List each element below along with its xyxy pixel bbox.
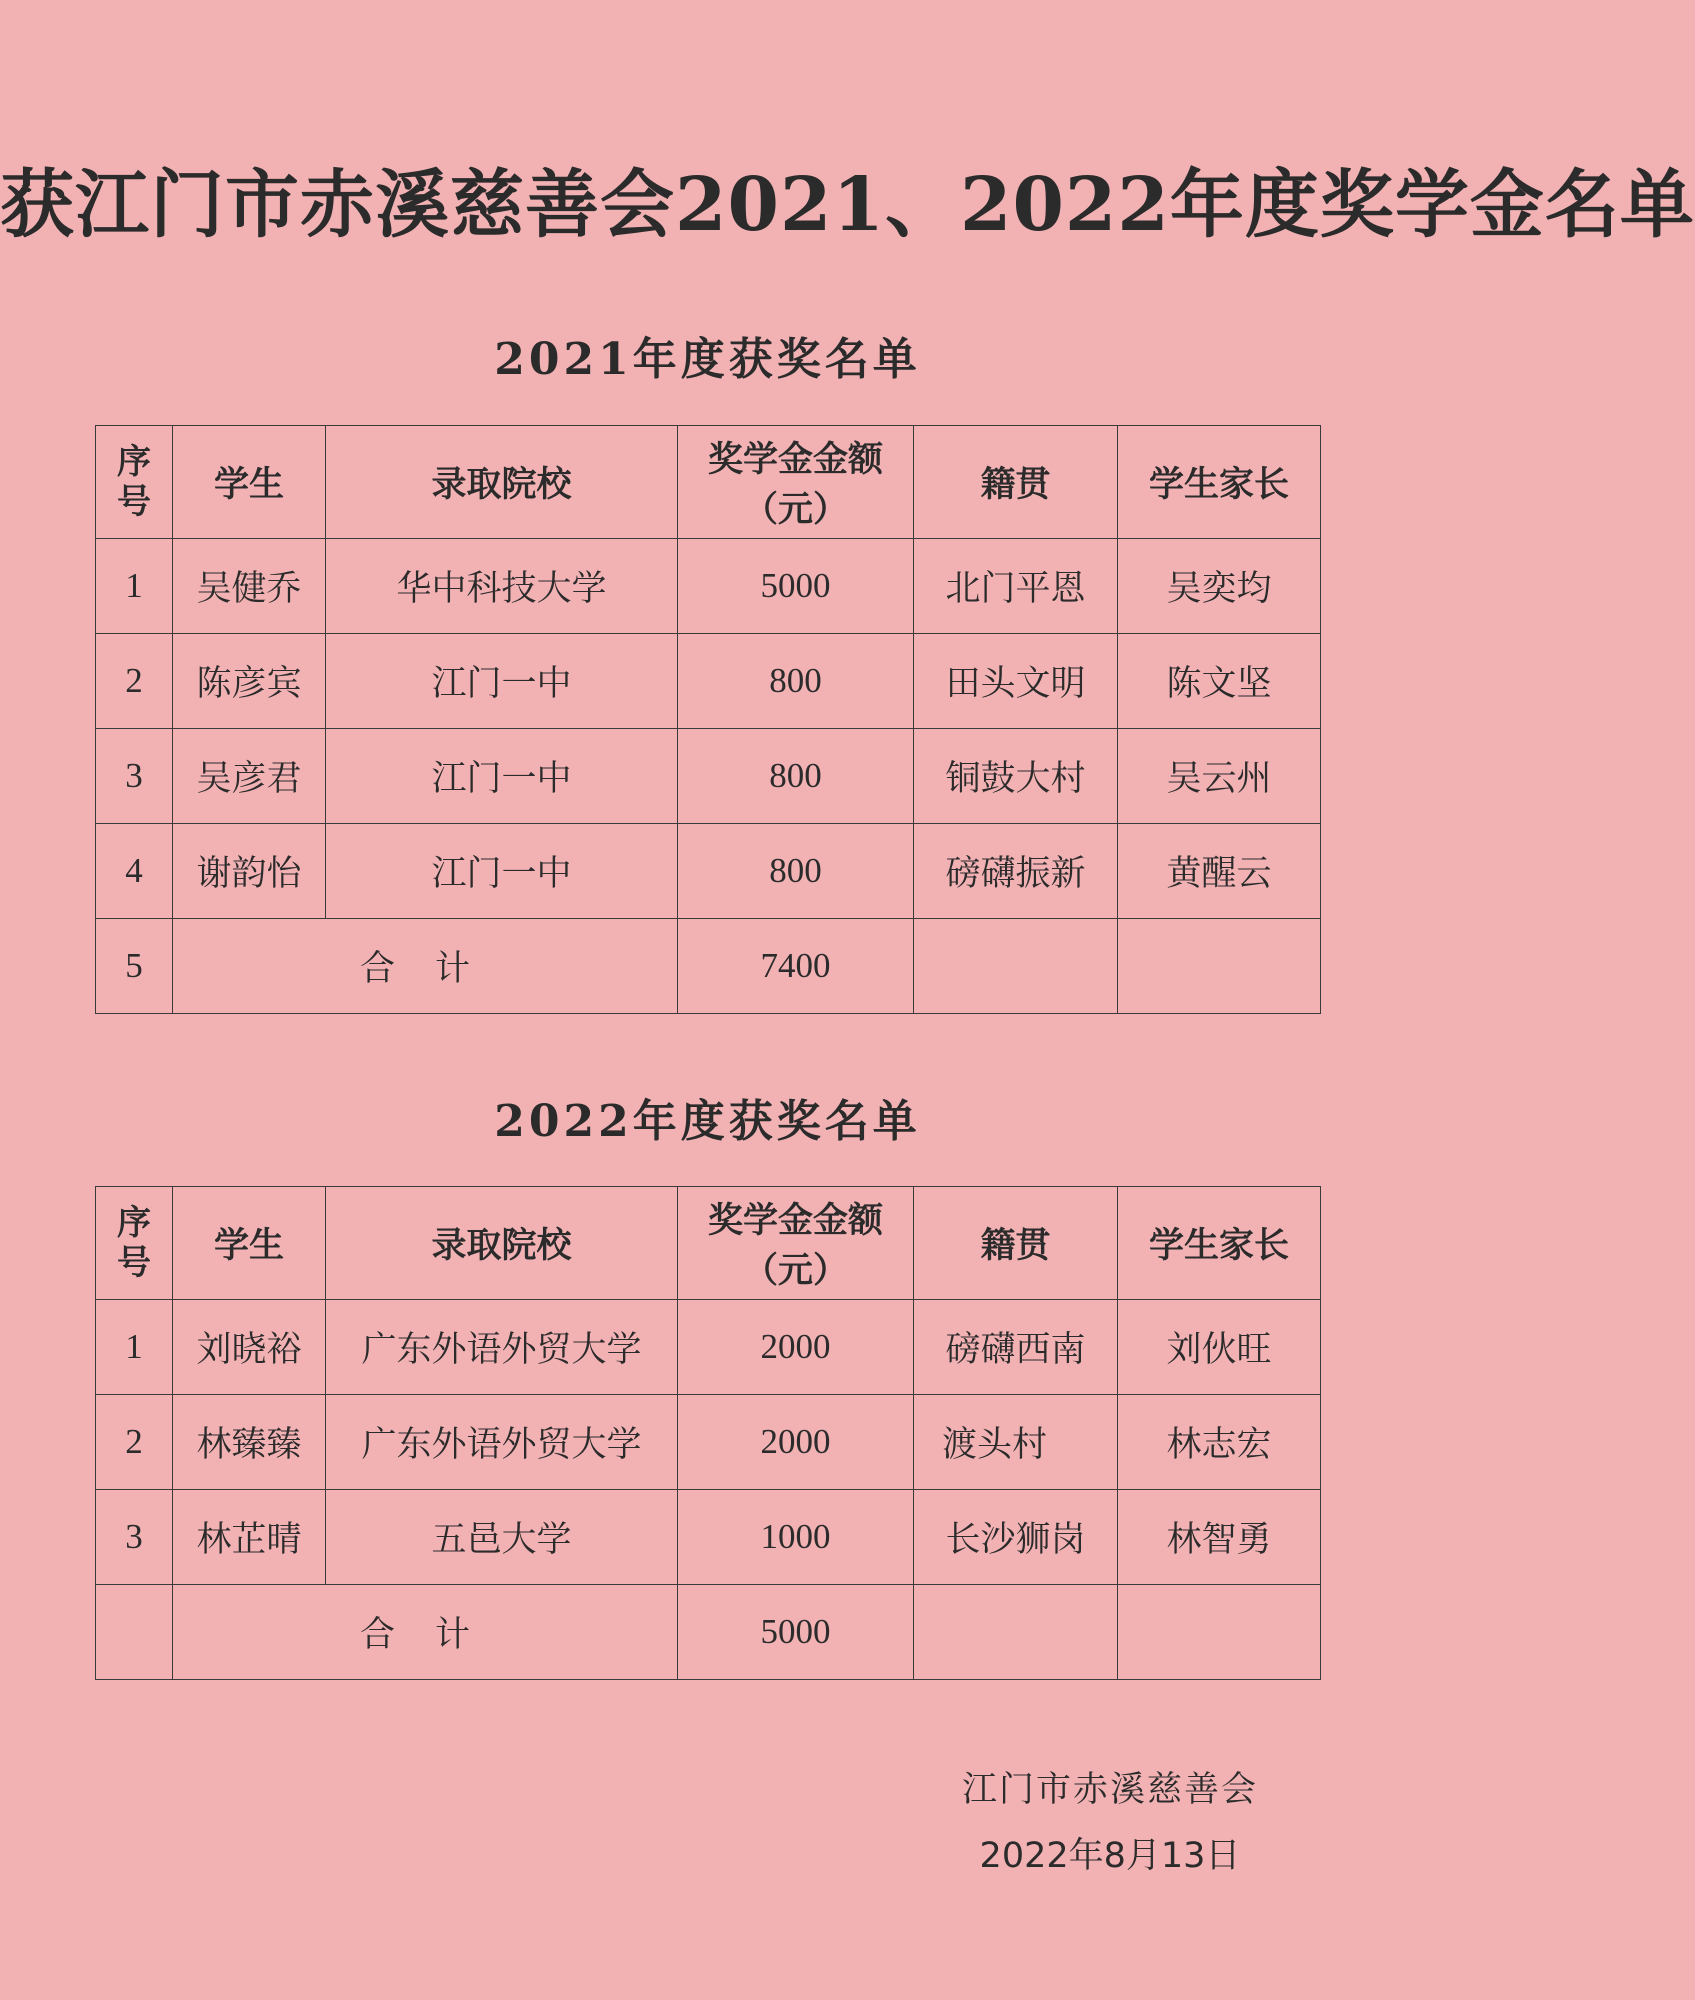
cell-empty xyxy=(914,1585,1118,1680)
cell-parent: 黄醒云 xyxy=(1118,824,1321,919)
header-student: 学生 xyxy=(173,1187,326,1300)
cell-seq: 4 xyxy=(96,824,173,919)
cell-parent: 吴云州 xyxy=(1118,729,1321,824)
cell-amount: 2000 xyxy=(678,1300,914,1395)
cell-parent: 林志宏 xyxy=(1118,1395,1321,1490)
table-header-row xyxy=(96,426,1321,539)
cell-native-place: 磅礴振新 xyxy=(914,824,1118,919)
cell-empty xyxy=(1118,919,1321,1014)
cell-student: 刘晓裕 xyxy=(173,1300,326,1395)
award-table-2021 xyxy=(95,425,1321,1014)
table-total-row xyxy=(96,1585,1321,1680)
cell-school: 江门一中 xyxy=(326,729,678,824)
table-row xyxy=(96,1490,1321,1585)
header-seq xyxy=(96,1187,173,1300)
cell-seq: 5 xyxy=(96,919,173,1014)
header-amount xyxy=(678,1187,914,1300)
cell-parent: 吴奕均 xyxy=(1118,539,1321,634)
header-student: 学生 xyxy=(173,426,326,539)
table-header-row xyxy=(96,1187,1321,1300)
total-amount: 5000 xyxy=(678,1585,914,1680)
cell-parent: 刘伙旺 xyxy=(1118,1300,1321,1395)
table-row xyxy=(96,729,1321,824)
cell-student: 吴健乔 xyxy=(173,539,326,634)
cell-seq: 1 xyxy=(96,539,173,634)
table-row xyxy=(96,634,1321,729)
cell-amount: 800 xyxy=(678,824,914,919)
header-seq-line2: 号 xyxy=(117,1243,151,1283)
header-amount-line2: （元） xyxy=(742,1250,848,1291)
cell-student: 谢韵怡 xyxy=(173,824,326,919)
cell-school: 广东外语外贸大学 xyxy=(326,1395,678,1490)
header-native-place: 籍贯 xyxy=(914,1187,1118,1300)
table-row xyxy=(96,824,1321,919)
cell-seq: 2 xyxy=(96,1395,173,1490)
total-label: 合计 xyxy=(173,919,678,1014)
signature-date: 2022年8月13日 xyxy=(979,1836,1241,1876)
cell-native-place: 田头文明 xyxy=(914,634,1118,729)
cell-school: 广东外语外贸大学 xyxy=(326,1300,678,1395)
cell-amount: 800 xyxy=(678,634,914,729)
cell-parent: 林智勇 xyxy=(1118,1490,1321,1585)
cell-student: 陈彦宾 xyxy=(173,634,326,729)
header-amount-line1: 奖学金金额 xyxy=(707,1200,883,1241)
cell-seq xyxy=(96,1585,173,1680)
cell-student: 吴彦君 xyxy=(173,729,326,824)
cell-empty xyxy=(1118,1585,1321,1680)
cell-school: 华中科技大学 xyxy=(326,539,678,634)
award-table-2022 xyxy=(95,1186,1321,1680)
section-title-2022: 2022年度获奖名单 xyxy=(494,1096,921,1147)
table-total-row xyxy=(96,919,1321,1014)
header-parent: 学生家长 xyxy=(1118,1187,1321,1300)
cell-native-place: 长沙狮岗 xyxy=(914,1490,1118,1585)
cell-empty xyxy=(914,919,1118,1014)
section-title-2021: 2021年度获奖名单 xyxy=(494,334,921,385)
total-label: 合计 xyxy=(173,1585,678,1680)
header-seq-line1: 序 xyxy=(117,1203,151,1243)
header-amount xyxy=(678,426,914,539)
cell-student: 林芷晴 xyxy=(173,1490,326,1585)
cell-parent: 陈文坚 xyxy=(1118,634,1321,729)
header-seq xyxy=(96,426,173,539)
cell-school: 江门一中 xyxy=(326,634,678,729)
cell-amount: 1000 xyxy=(678,1490,914,1585)
total-amount: 7400 xyxy=(678,919,914,1014)
header-amount-line2: （元） xyxy=(742,489,848,530)
header-seq-line2: 号 xyxy=(117,482,151,522)
cell-amount: 5000 xyxy=(678,539,914,634)
cell-school: 五邑大学 xyxy=(326,1490,678,1585)
cell-native-place: 北门平恩 xyxy=(914,539,1118,634)
header-amount-line1: 奖学金金额 xyxy=(707,439,883,480)
cell-native-place: 磅礴西南 xyxy=(914,1300,1118,1395)
header-seq-line1: 序 xyxy=(117,442,151,482)
cell-student: 林臻臻 xyxy=(173,1395,326,1490)
cell-seq: 3 xyxy=(96,729,173,824)
header-parent: 学生家长 xyxy=(1118,426,1321,539)
cell-amount: 800 xyxy=(678,729,914,824)
cell-native-place: 渡头村 xyxy=(914,1395,1118,1490)
header-school: 录取院校 xyxy=(326,1187,678,1300)
cell-amount: 2000 xyxy=(678,1395,914,1490)
cell-school: 江门一中 xyxy=(326,824,678,919)
table-row xyxy=(96,1300,1321,1395)
table-row xyxy=(96,1395,1321,1490)
cell-seq: 1 xyxy=(96,1300,173,1395)
cell-seq: 3 xyxy=(96,1490,173,1585)
signature-organization: 江门市赤溪慈善会 xyxy=(961,1770,1258,1810)
table-row xyxy=(96,539,1321,634)
header-school: 录取院校 xyxy=(326,426,678,539)
header-native-place: 籍贯 xyxy=(914,426,1118,539)
page-title: 获江门市赤溪慈善会2021、2022年度奖学金名单 xyxy=(0,162,1695,248)
cell-seq: 2 xyxy=(96,634,173,729)
cell-native-place: 铜鼓大村 xyxy=(914,729,1118,824)
